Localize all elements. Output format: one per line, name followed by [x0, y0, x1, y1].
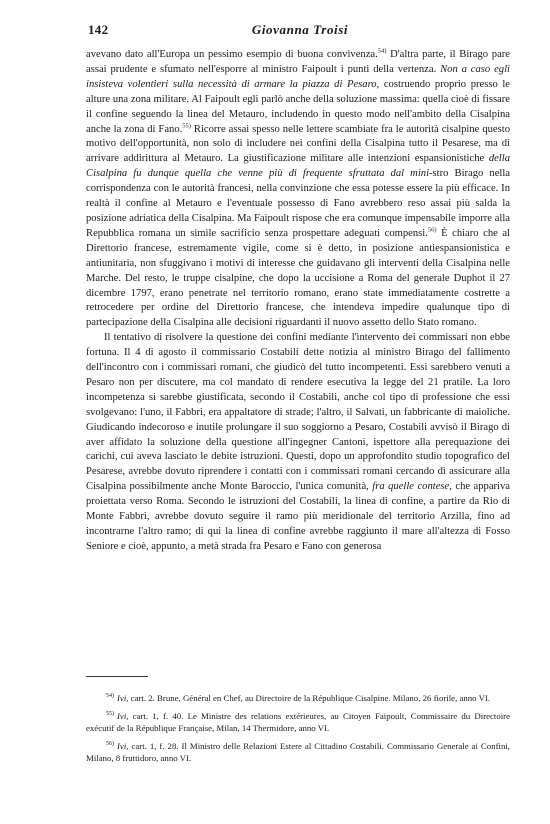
footnote-ivi: Ivi,	[117, 740, 129, 751]
footnote-number: 55)	[106, 710, 114, 717]
paragraph-2-italic: fra quelle contese,	[372, 481, 452, 493]
running-head	[88, 22, 512, 42]
footnote-text: cart. 1, f. 28. Il Ministro delle Relazioni Estere al Cittadino Costabili. Commissario Generale ai Confini, Milano, 8 fruttidoro, anno VI.	[86, 740, 510, 764]
page-number: 142	[88, 22, 109, 37]
footnotes	[86, 692, 510, 770]
footnote-number: 54)	[106, 693, 114, 700]
paragraph-1-italic-a: Non a caso egli insisteva volentieri sulla necessità di armare la piazza di Pesaro,	[86, 63, 510, 90]
footnote-56	[86, 740, 510, 765]
footnote-text: cart. 1, f. 40. Le Ministre des relations extérieures, au Citoyen Faipoult, Commissaire du Directoire exécutif de la République Française, Milan, 14 Thermidore, anno VI.	[86, 710, 510, 734]
paragraph-1-text-a: avevano dato all'Europa un pessimo esempio di buona convivenza.	[86, 49, 378, 60]
footnote-ref-54: 54)	[377, 47, 387, 55]
footnote-ref-55: 55)	[182, 122, 191, 129]
running-title: Giovanna Troisi	[251, 22, 349, 37]
paragraph-1-text-b: D'altra parte, il Birago pare assai prudente e sfumato nell'esporre al ministro Faipoult i punti della vertenza.	[86, 49, 510, 75]
paragraph-2-text-a: Il tentativo di risolvere la questione dei confini mediante l'intervento dei commissari non ebbe fortuna. Il 4 di agosto il commissario Costabili dette notizia al ministro Birago del fallimento dell'incontro con i commissari romani, che giudicò del tutto incompetenti. Essi sarebbero venuti a Pesaro non per discutere, ma col mandato di rendere esecutiva la legge del 21 pratile. La loro incompetenza si sarebbe giustificata, secondo il Costabili, anche col tipo di professione che essi svolgevano: l'uno, il Fabbri, era appaltatore di strade; l'altro, il Salvati, un fabbricante di maioliche. Giudicando indecoroso e inutile prolungare il suo soggiorno a Pesaro, Costabili avvisò il Birago di aver affidato la soluzione della questione all'ingegner Cantoni, ispettore alla perequazione dei carichi, cui aveva lasciato le debite istruzioni. Questi, dopo un approfondito studio topografico del Pesarese, avrebbe dovuto riprendere i contatti con i commissari romani cercando di assicurare alla Cisalpina possibilmente anche Monte Baroccio, l'unica comunità,	[86, 332, 510, 493]
paragraph-2-text-b: che appariva proiettata verso Roma. Secondo le istruzioni del Costabili, la linea di confine, a partire da Rio di Monte Fabbri, avrebbe dovuto seguire il ramo più meridionale del territorio Arzilla, fino ad incontrarne l'altro ramo; di qui la linea di confine avrebbe raggiunto il mare all'altezza di Fosso Seniore e cioè, appunto, a metà strada fra Pesaro e Fano con generosa	[86, 481, 511, 552]
paragraph-1-text-c: costruendo proprio presso le alture una zona militare. Al Faipoult egli parlò anche della soluzione massima: quella cioè di fissare il confine seguendo la linea del Metauro, includendo in questo modo nell'ambito della Cisalpina anche la zona di Fano.	[86, 78, 510, 135]
footnote-number: 56)	[106, 740, 114, 747]
paragraph-2	[86, 331, 510, 555]
footnote-ivi: Ivi,	[117, 693, 129, 703]
paragraph-1-text-d: Ricorre assai spesso nelle lettere scambiate fra le autorità cisalpine questo motivo dell'opportunità, non solo di includere nei confini della Cisalpina tutto il Pesarese, ma di arrivare addirittura al Metauro. La giustificazione militare alle intenzioni espansionistiche	[86, 123, 510, 165]
footnote-54	[86, 692, 510, 705]
footnote-divider	[86, 676, 148, 677]
footnote-ref-56: 56)	[427, 226, 437, 234]
body-text	[86, 48, 510, 555]
footnote-text: cart. 2. Brune, Général en Chef, au Directoire de la République Cisalpine. Milano, 26 fiorile, anno VI.	[128, 693, 491, 703]
paragraph-1-italic-b: della Cisalpina fu dunque quella che venne più di frequente sfruttata dal mini-	[86, 153, 510, 180]
footnote-ivi: Ivi,	[117, 710, 129, 721]
paragraph-1-text-f: È chiaro che al Direttorio francese, estremamente vigile, come si è detto, in posizione antiespansionistica e antiunitaria, non sfuggivano i motivi di interesse che guidavano gli interventi della Cisalpina nelle Marche. Del resto, le truppe cisalpine, che dopo la uccisione a Roma del generale Duphot il 27 dicembre 1797, erano penetrate nel territorio romano, erano state immediatamente costrette a retrocedere per ordine del Direttorio francese, che intendeva impedire qualunque tipo di partecipazione della Cisalpina alle decisioni riguardanti il nuovo assetto dello Stato romano.	[86, 227, 510, 329]
paragraph-1	[86, 48, 510, 331]
footnote-55	[86, 710, 510, 735]
paragraph-1-text-e: stro Birago nella corrispondenza con le autorità francesi, nella convinzione che essa potesse essere la più efficace. In realtà il confine al Metauro e l'eventuale possesso di Fano avrebbero reso assai più salda la posizione adriatica della Cisalpina. Ma Faipoult rispose che era comunque impensabile imporre alla Repubblica romana un simile sacrificio senza prospettare adeguati compensi.	[86, 168, 511, 239]
